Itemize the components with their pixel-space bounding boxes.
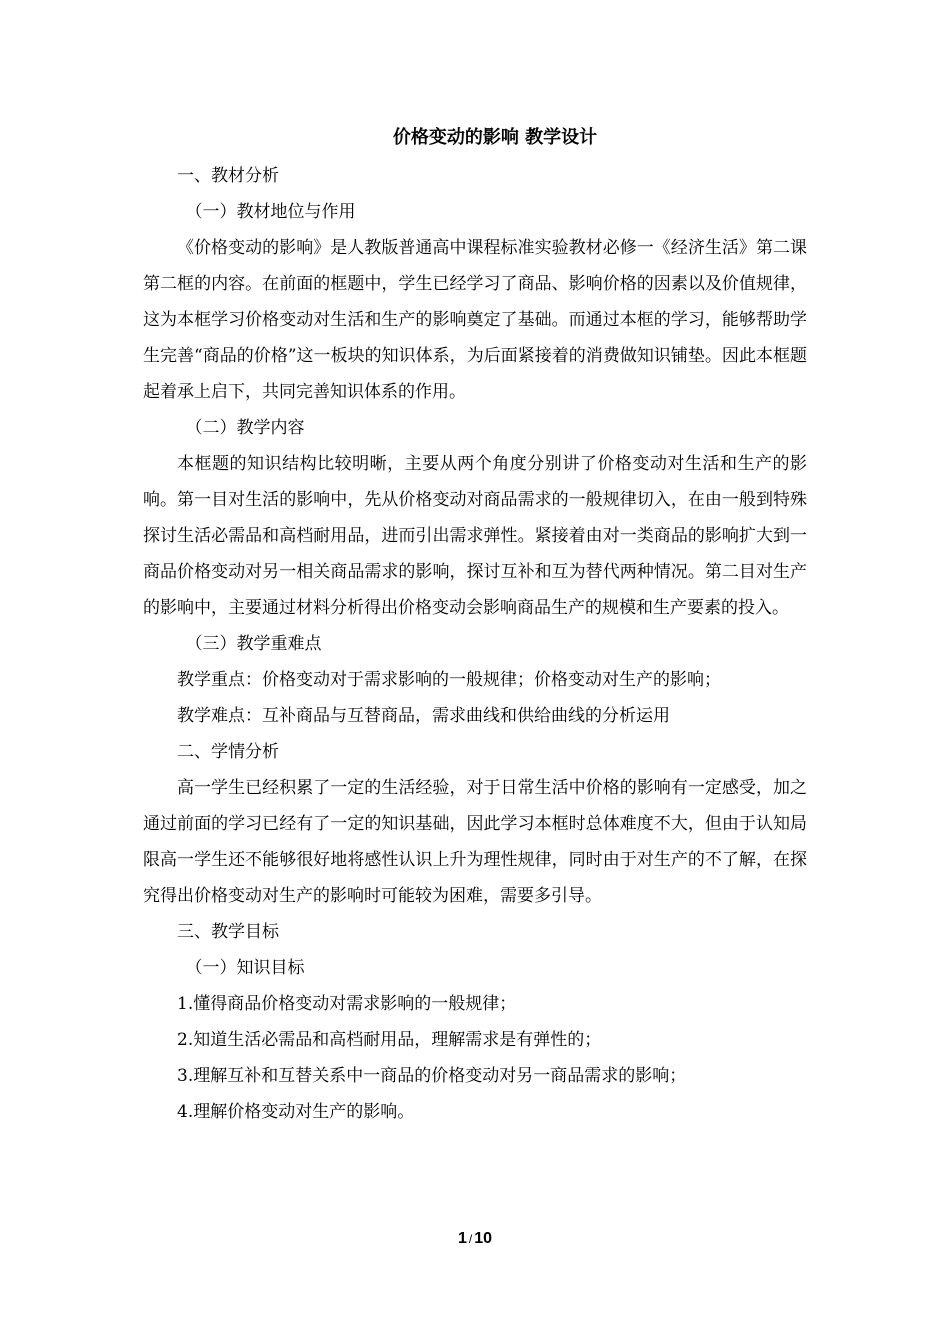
list-item: 1.懂得商品价格变动对需求影响的一般规律； [177,994,517,1014]
subsection-heading-1-2: （二）教学内容 [185,418,305,438]
list-item: 2.知道生活必需品和高档耐用品，理解需求是有弹性的； [177,1030,602,1050]
list-item: 3.理解互补和互替关系中一商品的价格变动对另一商品需求的影响； [177,1066,687,1086]
teaching-difficult-point: 教学难点：互补商品与互替商品，需求曲线和供给曲线的分析运用 [177,706,670,726]
document-body [143,158,807,1130]
page-separator: / [468,1232,473,1246]
current-page: 1 [457,1230,467,1247]
document-title: 价格变动的影响 教学设计 [392,127,598,148]
page-number [0,1229,950,1249]
body-paragraph: 高一学生已经积累了一定的生活经验，对于日常生活中价格的影响有一定感受，加之通过前面的学习已经有了一定的知识基础，因此学习本框时总体难度不大，但由于认知局限高一学生还不能够很好地将感性认识上升为理性规律，同时由于对生产的不了解，在探究得出价格变动对生产的影响时可能较为困难，需要多引导。 [143,778,807,906]
subsection-heading-3-1: （一）知识目标 [185,958,305,978]
section-heading-1: 一、教材分析 [177,166,279,186]
list-item: 4.理解价格变动对生产的影响。 [177,1102,415,1122]
section-heading-2: 二、学情分析 [177,742,279,762]
subsection-heading-1-1: （一）教材地位与作用 [185,202,356,222]
total-pages: 10 [474,1230,493,1247]
section-heading-3: 三、教学目标 [177,922,279,942]
subsection-heading-1-3: （三）教学重难点 [185,634,322,654]
body-paragraph: 《价格变动的影响》是人教版普通高中课程标准实验教材必修一《经济生活》第二课第二框的内容。在前面的框题中，学生已经学习了商品、影响价格的因素以及价值规律，这为本框学习价格变动对生活和生产的影响奠定了基础。而通过本框的学习，能够帮助学生完善“商品的价格”这一板块的知识体系，为后面紧接着的消费做知识铺垫。因此本框题起着承上启下，共同完善知识体系的作用。 [143,238,807,402]
teaching-key-point: 教学重点：价格变动对于需求影响的一般规律；价格变动对生产的影响； [177,670,721,690]
body-paragraph: 本框题的知识结构比较明晰，主要从两个角度分别讲了价格变动对生活和生产的影响。第一目对生活的影响中，先从价格变动对商品需求的一般规律切入，在由一般到特殊探讨生活必需品和高档耐用品，进而引出需求弹性。紧接着由对一类商品的影响扩大到一商品价格变动对另一相关商品需求的影响，探讨互补和互为替代两种情况。第二目对生产的影响中，主要通过材料分析得出价格变动会影响商品生产的规模和生产要素的投入。 [143,454,807,618]
